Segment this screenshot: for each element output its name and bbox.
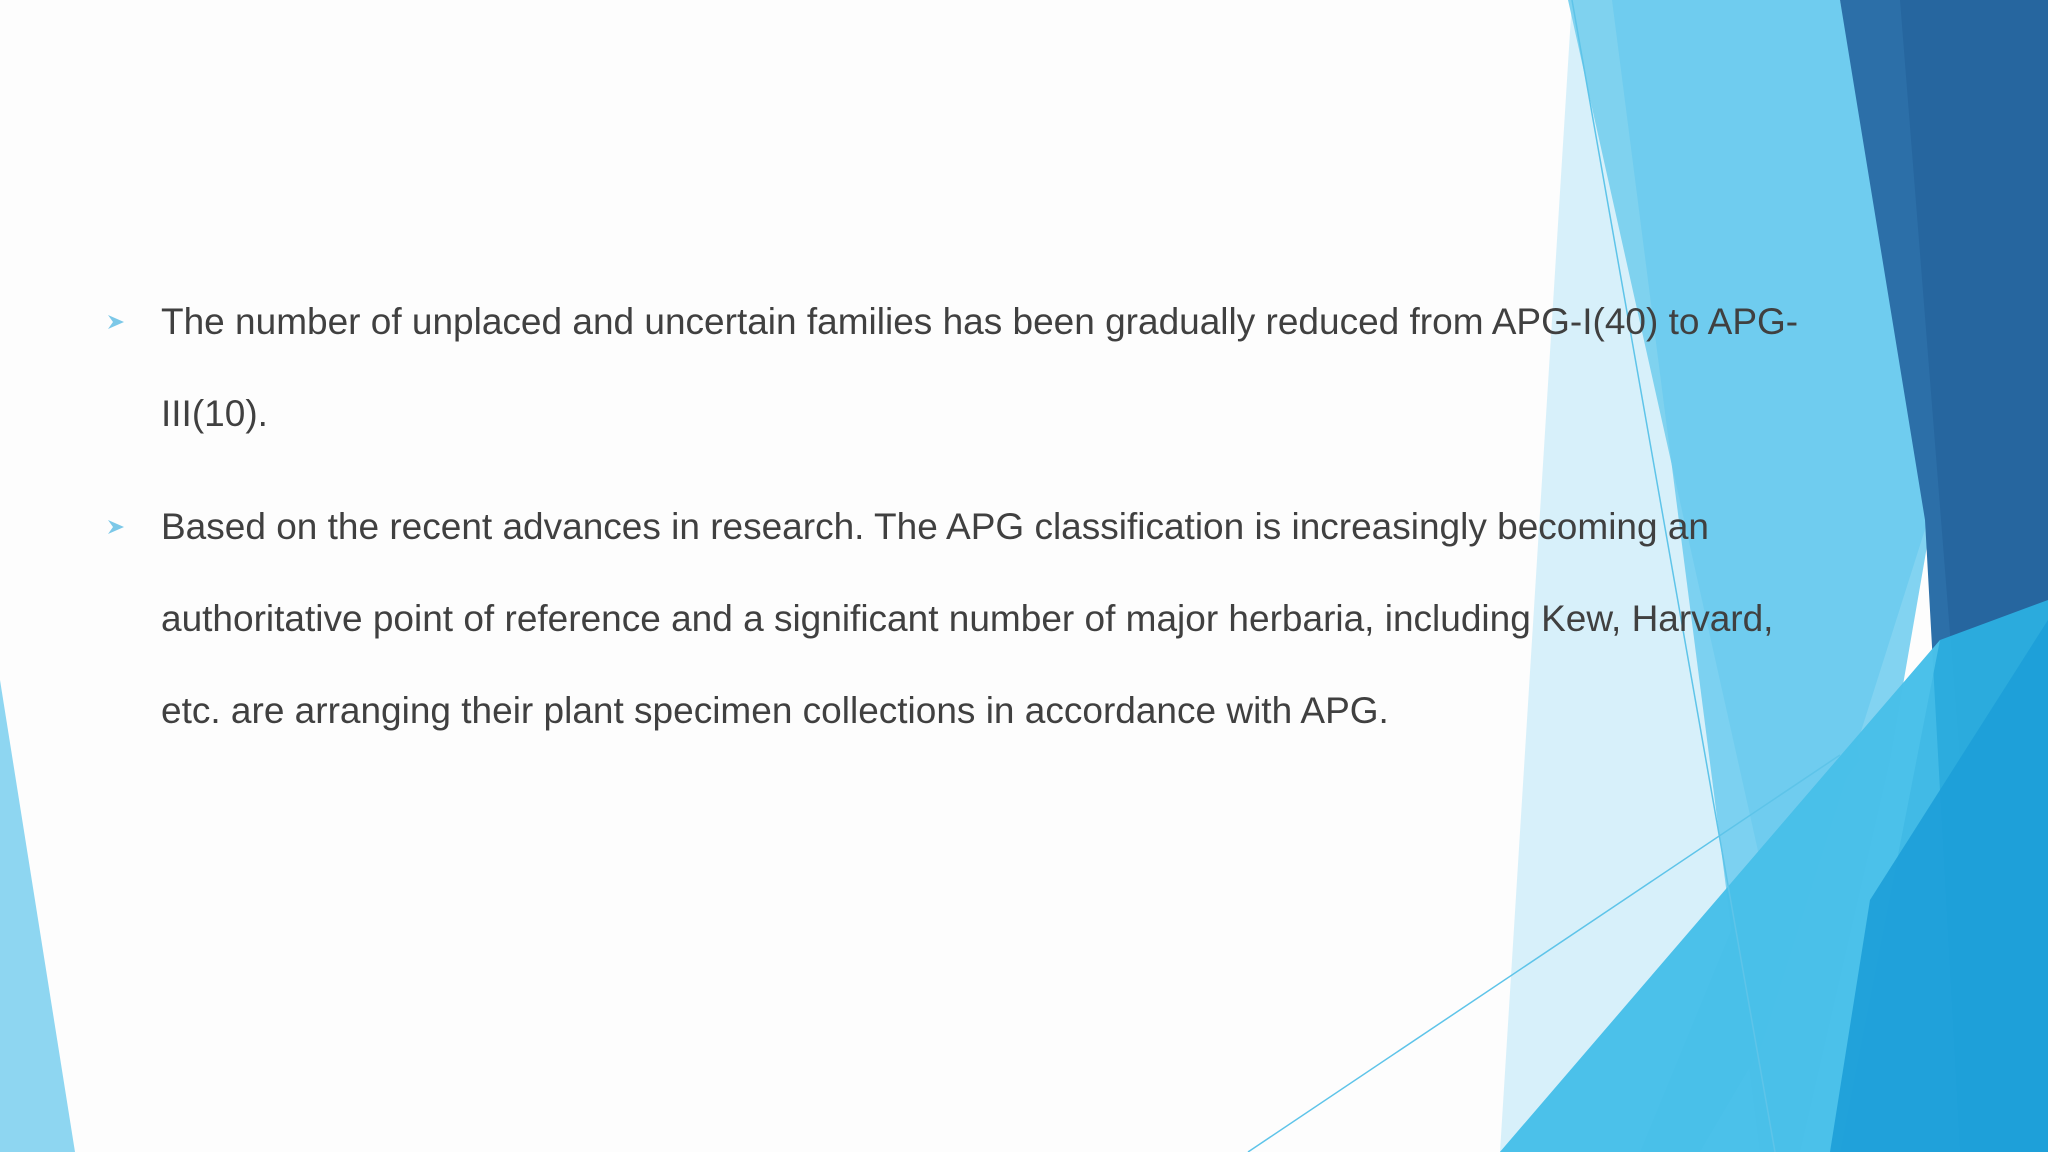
bullet-item-unplaced-families xyxy=(106,276,1806,460)
slide-content xyxy=(106,276,1806,778)
left-sliver-shape xyxy=(0,680,75,1152)
bullet-text: The number of unplaced and uncertain families has been gradually reduced from APG-I(40) to APG-III(10). xyxy=(161,301,1799,434)
arrow-bullet-icon xyxy=(106,312,126,332)
bullet-text: Based on the recent advances in research. The APG classification is increasingly becoming an authoritative point of reference and a significant number of major herbaria, including Kew, Harvard, etc. are arranging their plant specimen collections in accordance with APG. xyxy=(161,506,1774,731)
bullet-item-apg-classification xyxy=(106,481,1806,757)
arrow-bullet-icon xyxy=(106,517,126,537)
